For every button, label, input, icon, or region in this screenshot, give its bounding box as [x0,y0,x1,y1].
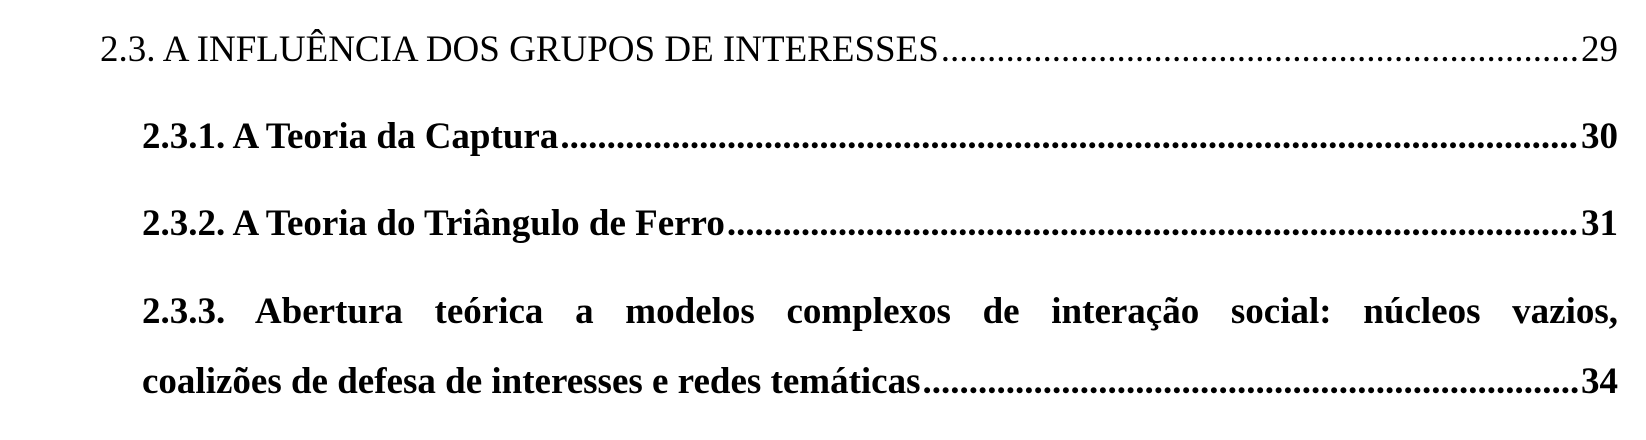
toc-entry-title-line-2 [142,360,1618,403]
toc-entry-page-number: 31 [1581,203,1618,244]
toc-entry-page-number: 34 [1581,361,1618,402]
toc-entry-title-line-1 [142,290,1618,334]
toc-entry-title-part-1: Abertura teórica a modelos complexos de interação social: núcleos vazios, [254,291,1618,332]
toc-entry-title: A INFLUÊNCIA DOS GRUPOS DE INTERESSES [162,29,939,70]
toc-entry-label [142,202,725,245]
toc-entry-page-number: 30 [1581,116,1618,157]
toc-entry-number: 2.3.1. [142,116,226,157]
toc-entry-number: 2.3. [100,29,156,70]
toc-entry-2-3-3[interactable] [142,290,1618,403]
toc-entry-title: A Teoria do Triângulo de Ferro [232,203,725,244]
toc-entry-number: 2.3.2. [142,203,226,244]
dot-leader [727,202,1579,245]
toc-entry-page-number: 29 [1581,29,1618,70]
toc-entry-number: 2.3.3. [142,291,226,332]
dot-leader [941,28,1579,71]
toc-entry-label [100,28,939,71]
toc-entry-2-3-1[interactable] [142,115,1618,158]
toc-entry-2-3[interactable] [100,28,1618,71]
toc-entry-title-part-2: coalizões de defesa de interesses e redes temáticas [142,361,921,402]
toc-entry-2-3-2[interactable] [142,202,1618,245]
toc-entry-label [142,115,558,158]
dot-leader [560,115,1579,158]
toc-entry-title: A Teoria da Captura [232,116,559,157]
dot-leader [923,360,1580,403]
